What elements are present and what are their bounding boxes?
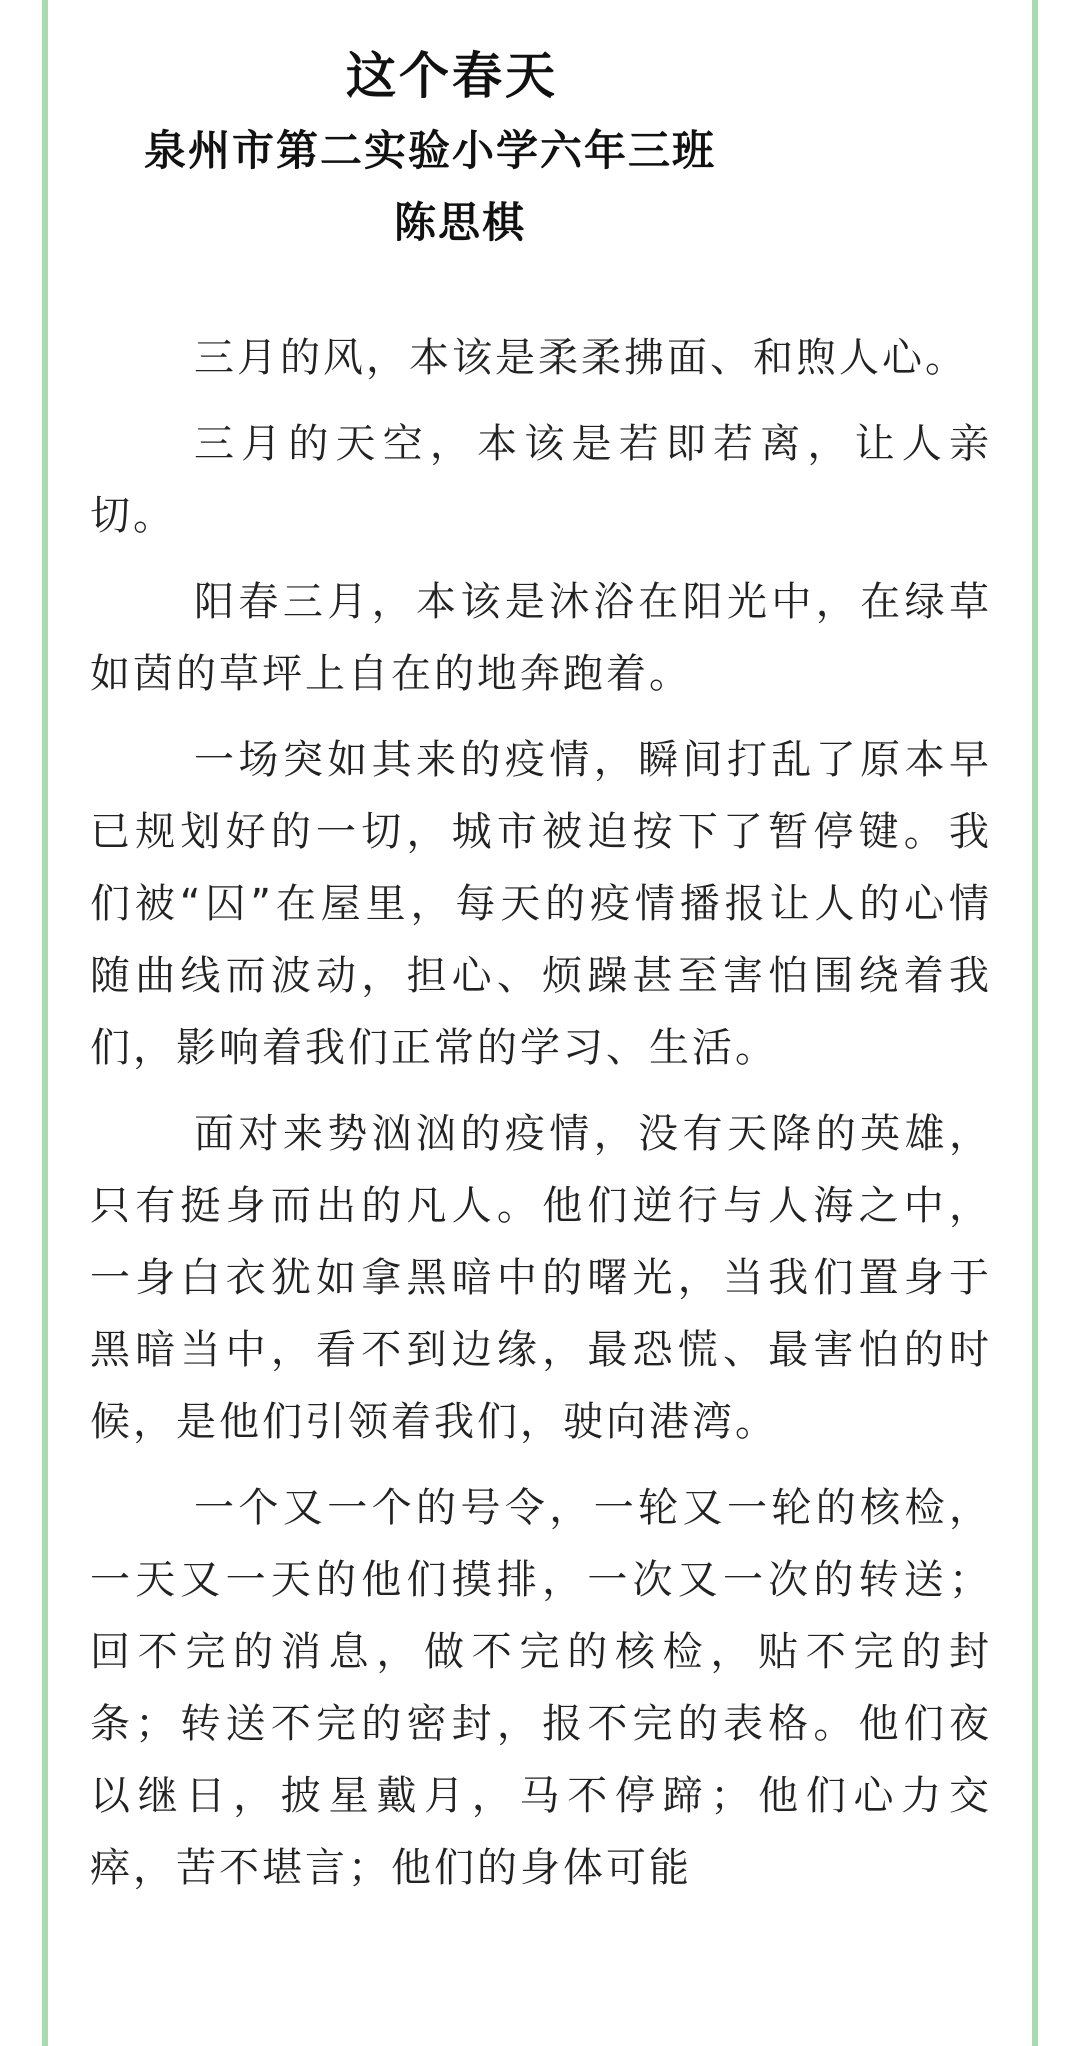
paragraph: 一场突如其来的疫情，瞬间打乱了原本早已规划好的一切，城市被迫按下了暂停键。我们被“囚”在屋里，每天的疫情播报让人的心情随曲线而波动，担心、烦躁甚至害怕围绕着我们，影响着我们正常的学习、生活。 bbox=[90, 737, 992, 1071]
author-name: 陈思棋 bbox=[394, 198, 527, 247]
paragraph: 面对来势汹汹的疫情，没有天降的英雄，只有挺身而出的凡人。他们逆行与人海之中，一身白衣犹如拿黑暗中的曙光，当我们置身于黑暗当中，看不到边缘，最恐慌、最害怕的时候，是他们引领着我们，驶向港湾。 bbox=[90, 1111, 992, 1445]
paragraph: 一个又一个的号令，一轮又一轮的核检，一天又一天的他们摸排，一次又一次的转送；回不完的消息，做不完的核检，贴不完的封条；转送不完的密封，报不完的表格。他们夜以继日，披星戴月，马不停蹄；他们心力交瘁，苦不堪言；他们的身体可能 bbox=[90, 1485, 992, 1891]
left-border bbox=[42, 0, 48, 2046]
right-border bbox=[1032, 0, 1038, 2046]
article-body bbox=[90, 322, 992, 1918]
paragraph: 阳春三月，本该是沐浴在阳光中，在绿草如茵的草坪上自在的地奔跑着。 bbox=[90, 579, 992, 697]
paragraph: 三月的天空，本该是若即若离，让人亲切。 bbox=[90, 421, 992, 539]
article-title: 这个春天 bbox=[346, 47, 558, 105]
school-name: 泉州市第二实验小学六年三班 bbox=[144, 126, 717, 175]
paragraph: 三月的风，本该是柔柔拂面、和煦人心。 bbox=[194, 335, 968, 381]
